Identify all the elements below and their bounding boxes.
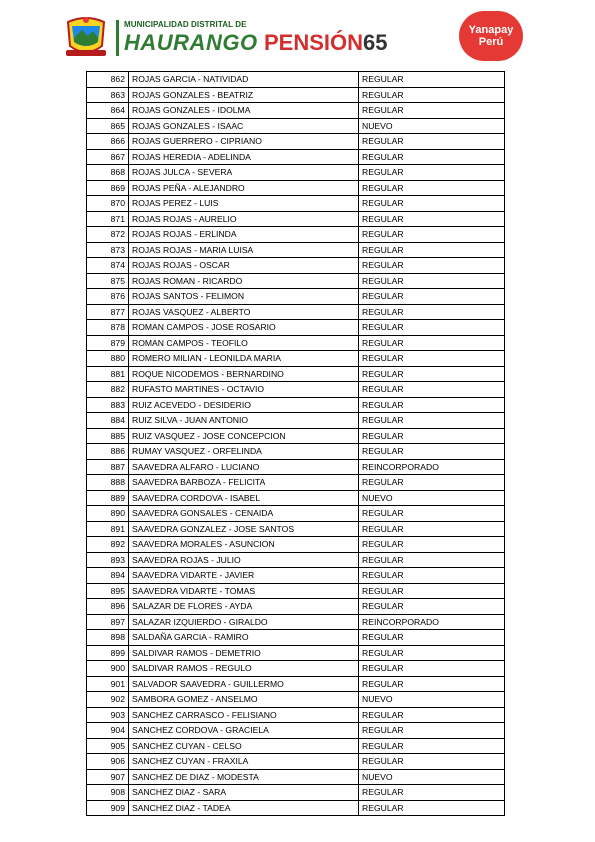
row-number: 884 <box>87 413 129 429</box>
beneficiary-status: NUEVO <box>359 692 505 708</box>
row-number: 879 <box>87 335 129 351</box>
beneficiary-status: REGULAR <box>359 335 505 351</box>
table-row <box>87 273 505 289</box>
row-number: 885 <box>87 428 129 444</box>
table-row <box>87 738 505 754</box>
pension-number: 65 <box>363 30 388 55</box>
row-number: 877 <box>87 304 129 320</box>
beneficiary-status: REGULAR <box>359 258 505 274</box>
beneficiary-status: REGULAR <box>359 521 505 537</box>
table-row <box>87 304 505 320</box>
table-row <box>87 134 505 150</box>
table-row <box>87 723 505 739</box>
beneficiary-status: REGULAR <box>359 165 505 181</box>
beneficiary-status: REGULAR <box>359 103 505 119</box>
beneficiary-status: REGULAR <box>359 676 505 692</box>
beneficiary-name: ROJAS ROJAS - ERLINDA <box>129 227 359 243</box>
beneficiary-name: ROQUE NICODEMOS - BERNARDINO <box>129 366 359 382</box>
beneficiary-table <box>86 71 505 816</box>
table-row <box>87 552 505 568</box>
beneficiary-status: NUEVO <box>359 490 505 506</box>
row-number: 902 <box>87 692 129 708</box>
beneficiary-name: ROJAS GONZALES - ISAAC <box>129 118 359 134</box>
beneficiary-name: ROMAN CAMPOS - JOSE ROSARIO <box>129 320 359 336</box>
table-row <box>87 211 505 227</box>
table-row <box>87 444 505 460</box>
beneficiary-status: REGULAR <box>359 134 505 150</box>
row-number: 875 <box>87 273 129 289</box>
row-number: 870 <box>87 196 129 212</box>
row-number: 896 <box>87 599 129 615</box>
table-row <box>87 630 505 646</box>
beneficiary-name: SAAVEDRA VIDARTE - JAVIER <box>129 568 359 584</box>
beneficiary-status: REGULAR <box>359 506 505 522</box>
beneficiary-name: RUIZ ACEVEDO - DESIDERIO <box>129 397 359 413</box>
row-number: 882 <box>87 382 129 398</box>
row-number: 872 <box>87 227 129 243</box>
beneficiary-name: RUIZ SILVA - JUAN ANTONIO <box>129 413 359 429</box>
row-number: 873 <box>87 242 129 258</box>
row-number: 889 <box>87 490 129 506</box>
beneficiary-name: SAAVEDRA VIDARTE - TOMAS <box>129 583 359 599</box>
beneficiary-status: REGULAR <box>359 242 505 258</box>
beneficiary-status: REGULAR <box>359 320 505 336</box>
row-number: 876 <box>87 289 129 305</box>
beneficiary-status: REGULAR <box>359 413 505 429</box>
row-number: 871 <box>87 211 129 227</box>
table-row <box>87 103 505 119</box>
beneficiary-name: SANCHEZ CUYAN - CELSO <box>129 738 359 754</box>
beneficiary-status: REGULAR <box>359 723 505 739</box>
beneficiary-status: REGULAR <box>359 180 505 196</box>
row-number: 897 <box>87 614 129 630</box>
beneficiary-name: ROJAS ROJAS - AURELIO <box>129 211 359 227</box>
beneficiary-status: REGULAR <box>359 273 505 289</box>
row-number: 888 <box>87 475 129 491</box>
beneficiary-name: ROJAS PEREZ - LUIS <box>129 196 359 212</box>
table-row <box>87 754 505 770</box>
beneficiary-name: SAAVEDRA CORDOVA - ISABEL <box>129 490 359 506</box>
beneficiary-name: SALDAÑA GARCIA - RAMIRO <box>129 630 359 646</box>
municipality-divider <box>116 20 119 56</box>
beneficiary-status: REINCORPORADO <box>359 614 505 630</box>
beneficiary-status: REGULAR <box>359 211 505 227</box>
beneficiary-status: REGULAR <box>359 351 505 367</box>
row-number: 900 <box>87 661 129 677</box>
table-row <box>87 800 505 816</box>
table-row <box>87 149 505 165</box>
beneficiary-name: ROJAS HEREDIA - ADELINDA <box>129 149 359 165</box>
beneficiary-status: REGULAR <box>359 537 505 553</box>
beneficiary-name: ROMAN CAMPOS - TEOFILO <box>129 335 359 351</box>
row-number: 903 <box>87 707 129 723</box>
beneficiary-status: REGULAR <box>359 444 505 460</box>
beneficiary-status: REGULAR <box>359 738 505 754</box>
table-row <box>87 242 505 258</box>
table-row <box>87 165 505 181</box>
table-row <box>87 397 505 413</box>
beneficiary-status: REGULAR <box>359 475 505 491</box>
row-number: 865 <box>87 118 129 134</box>
row-number: 863 <box>87 87 129 103</box>
row-number: 907 <box>87 769 129 785</box>
row-number: 862 <box>87 72 129 88</box>
beneficiary-status: REGULAR <box>359 645 505 661</box>
beneficiary-status: REGULAR <box>359 196 505 212</box>
table-row <box>87 568 505 584</box>
table-row <box>87 769 505 785</box>
row-number: 891 <box>87 521 129 537</box>
row-number: 869 <box>87 180 129 196</box>
beneficiary-name: ROJAS GONZALES - BEATRIZ <box>129 87 359 103</box>
beneficiary-name: SALVADOR SAAVEDRA - GUILLERMO <box>129 676 359 692</box>
beneficiary-status: REGULAR <box>359 72 505 88</box>
table-row <box>87 661 505 677</box>
beneficiary-name: SALDIVAR RAMOS - DEMETRIO <box>129 645 359 661</box>
table-row <box>87 599 505 615</box>
row-number: 886 <box>87 444 129 460</box>
beneficiary-name: SANCHEZ DIAZ - TADEA <box>129 800 359 816</box>
table-row <box>87 335 505 351</box>
row-number: 901 <box>87 676 129 692</box>
row-number: 878 <box>87 320 129 336</box>
row-number: 866 <box>87 134 129 150</box>
table-row <box>87 320 505 336</box>
row-number: 893 <box>87 552 129 568</box>
beneficiary-status: NUEVO <box>359 769 505 785</box>
table-row <box>87 382 505 398</box>
beneficiary-status: REGULAR <box>359 800 505 816</box>
row-number: 880 <box>87 351 129 367</box>
table-row <box>87 258 505 274</box>
beneficiary-name: SANCHEZ CORDOVA - GRACIELA <box>129 723 359 739</box>
pension65-logo <box>264 30 388 56</box>
beneficiary-name: ROJAS JULCA - SEVERA <box>129 165 359 181</box>
beneficiary-status: REGULAR <box>359 397 505 413</box>
municipality-name: HAURANGO <box>124 30 258 55</box>
row-number: 909 <box>87 800 129 816</box>
row-number: 898 <box>87 630 129 646</box>
table-row <box>87 785 505 801</box>
beneficiary-name: SANCHEZ CUYAN - FRAXILA <box>129 754 359 770</box>
table-row <box>87 645 505 661</box>
table-row <box>87 428 505 444</box>
beneficiary-name: ROJAS ROJAS - OSCAR <box>129 258 359 274</box>
beneficiary-status: REGULAR <box>359 568 505 584</box>
beneficiary-name: ROJAS ROMAN - RICARDO <box>129 273 359 289</box>
row-number: 868 <box>87 165 129 181</box>
beneficiary-status: REGULAR <box>359 754 505 770</box>
beneficiary-status: REGULAR <box>359 289 505 305</box>
beneficiary-status: REGULAR <box>359 227 505 243</box>
beneficiary-name: ROJAS VASQUEZ - ALBERTO <box>129 304 359 320</box>
row-number: 867 <box>87 149 129 165</box>
table-row <box>87 351 505 367</box>
row-number: 890 <box>87 506 129 522</box>
beneficiary-status: REGULAR <box>359 428 505 444</box>
beneficiary-name: SAAVEDRA ROJAS - JULIO <box>129 552 359 568</box>
row-number: 883 <box>87 397 129 413</box>
beneficiary-status: REGULAR <box>359 599 505 615</box>
table-row <box>87 72 505 88</box>
beneficiary-status: REGULAR <box>359 304 505 320</box>
beneficiary-name: SAAVEDRA ALFARO - LUCIANO <box>129 459 359 475</box>
beneficiary-name: ROJAS GUERRERO - CIPRIANO <box>129 134 359 150</box>
table-row <box>87 475 505 491</box>
beneficiary-name: SANCHEZ DIAZ - SARA <box>129 785 359 801</box>
beneficiary-status: REGULAR <box>359 87 505 103</box>
beneficiary-name: SANCHEZ CARRASCO - FELISIANO <box>129 707 359 723</box>
table-row <box>87 180 505 196</box>
table-row <box>87 676 505 692</box>
beneficiary-status: REGULAR <box>359 366 505 382</box>
beneficiary-name: SAAVEDRA GONZALEZ - JOSE SANTOS <box>129 521 359 537</box>
row-number: 899 <box>87 645 129 661</box>
beneficiary-name: SALDIVAR RAMOS - REGULO <box>129 661 359 677</box>
beneficiary-status: REGULAR <box>359 382 505 398</box>
table-row <box>87 506 505 522</box>
beneficiary-name: ROJAS GARCIA - NATIVIDAD <box>129 72 359 88</box>
beneficiary-name: SALAZAR IZQUIERDO - GIRALDO <box>129 614 359 630</box>
table-row <box>87 227 505 243</box>
table-row <box>87 490 505 506</box>
beneficiary-status: REGULAR <box>359 552 505 568</box>
beneficiary-status: REINCORPORADO <box>359 459 505 475</box>
table-row <box>87 521 505 537</box>
yanapay-line2: Perú <box>478 36 504 48</box>
table-row <box>87 707 505 723</box>
row-number: 894 <box>87 568 129 584</box>
beneficiary-name: ROJAS GONZALES - IDOLMA <box>129 103 359 119</box>
row-number: 895 <box>87 583 129 599</box>
table-row <box>87 459 505 475</box>
beneficiary-name: RUIZ VASQUEZ - JOSE CONCEPCION <box>129 428 359 444</box>
beneficiary-name: SANCHEZ DE DIAZ - MODESTA <box>129 769 359 785</box>
beneficiary-name: SAAVEDRA BARBOZA - FELICITA <box>129 475 359 491</box>
table-row <box>87 118 505 134</box>
beneficiary-name: SAAVEDRA MORALES - ASUNCION <box>129 537 359 553</box>
beneficiary-name: RUMAY VASQUEZ - ORFELINDA <box>129 444 359 460</box>
table-row <box>87 692 505 708</box>
table-row <box>87 196 505 212</box>
pension-text: PENSIÓN <box>264 30 364 55</box>
row-number: 892 <box>87 537 129 553</box>
beneficiary-status: NUEVO <box>359 118 505 134</box>
beneficiary-name: ROJAS ROJAS - MARIA LUISA <box>129 242 359 258</box>
row-number: 904 <box>87 723 129 739</box>
table-row <box>87 87 505 103</box>
municipality-crest-icon <box>62 12 110 60</box>
row-number: 881 <box>87 366 129 382</box>
beneficiary-name: ROJAS SANTOS - FELIMON <box>129 289 359 305</box>
beneficiary-name: ROJAS PEÑA - ALEJANDRO <box>129 180 359 196</box>
row-number: 905 <box>87 738 129 754</box>
row-number: 864 <box>87 103 129 119</box>
beneficiary-name: SAMBORA GOMEZ - ANSELMO <box>129 692 359 708</box>
row-number: 887 <box>87 459 129 475</box>
yanapay-peru-logo <box>459 11 523 61</box>
beneficiary-status: REGULAR <box>359 785 505 801</box>
row-number: 908 <box>87 785 129 801</box>
row-number: 874 <box>87 258 129 274</box>
table-row <box>87 583 505 599</box>
beneficiary-name: RUFASTO MARTINES - OCTAVIO <box>129 382 359 398</box>
table-row <box>87 614 505 630</box>
page-header <box>0 0 595 70</box>
beneficiary-status: REGULAR <box>359 630 505 646</box>
beneficiary-status: REGULAR <box>359 583 505 599</box>
row-number: 906 <box>87 754 129 770</box>
table-row <box>87 413 505 429</box>
municipality-label: MUNICIPALIDAD DISTRITAL DE <box>124 20 247 29</box>
beneficiary-status: REGULAR <box>359 149 505 165</box>
table-row <box>87 366 505 382</box>
yanapay-line1: Yanapay <box>468 24 514 36</box>
beneficiary-status: REGULAR <box>359 707 505 723</box>
beneficiary-name: ROMERO MILIAN - LEONILDA MARIA <box>129 351 359 367</box>
beneficiary-status: REGULAR <box>359 661 505 677</box>
beneficiary-name: SALAZAR DE FLORES - AYDA <box>129 599 359 615</box>
table-row <box>87 537 505 553</box>
table-row <box>87 289 505 305</box>
beneficiary-name: SAAVEDRA GONSALES - CENAIDA <box>129 506 359 522</box>
